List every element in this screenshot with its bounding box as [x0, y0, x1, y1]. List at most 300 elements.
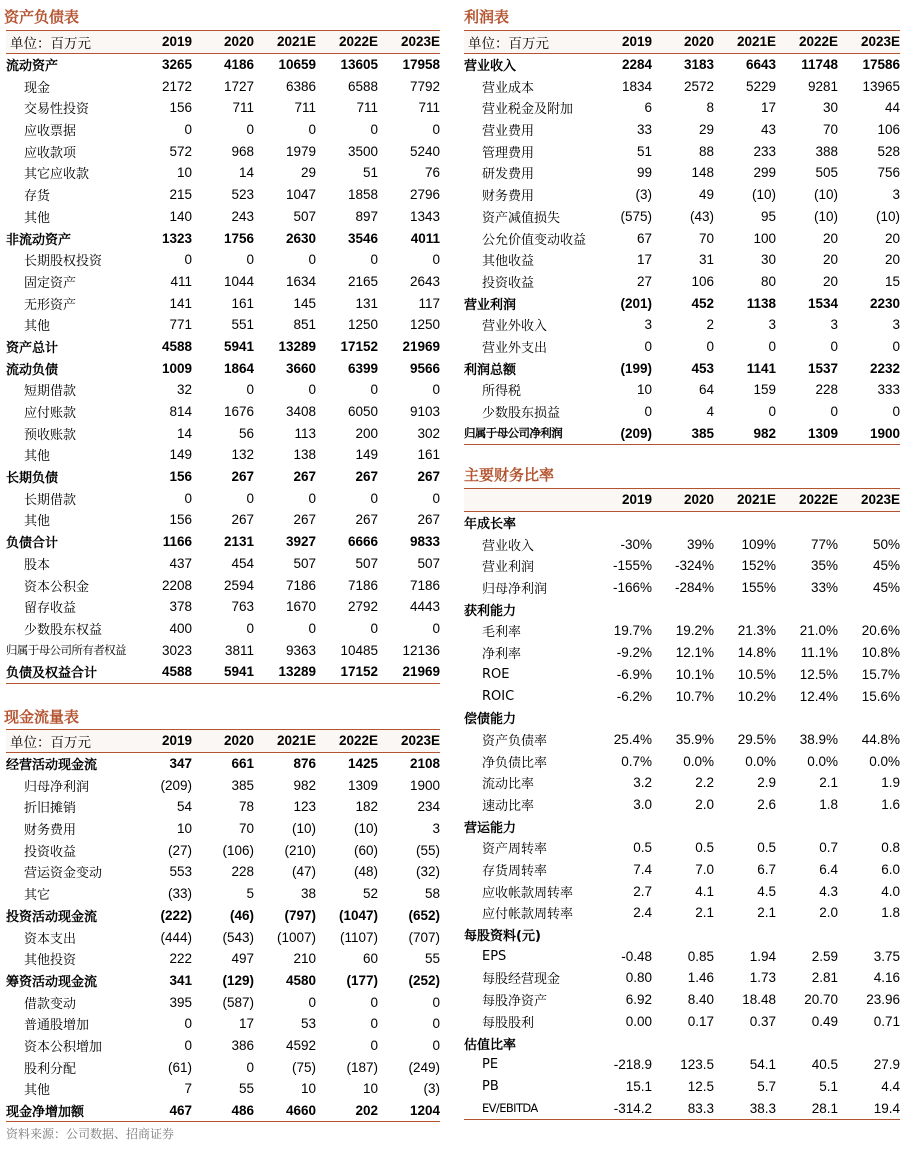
- cell-value: 13289: [254, 661, 316, 683]
- table-row: [6, 184, 440, 206]
- cell-value: 4660: [254, 1100, 316, 1122]
- table-row: [464, 598, 900, 620]
- row-label: 负债合计: [6, 536, 59, 552]
- cell-value: 40.5: [811, 1057, 838, 1073]
- cell-value: 11.1%: [800, 645, 838, 661]
- cell-value: 15.7%: [861, 666, 900, 682]
- cell-value: 14: [238, 165, 254, 181]
- cell-value: 0: [432, 252, 440, 268]
- year-header: 2019: [130, 31, 192, 54]
- cell-value: 507: [355, 555, 378, 571]
- cell-value: 141: [169, 295, 192, 311]
- cell-value: 5.7: [757, 1078, 776, 1094]
- header-row: [6, 730, 440, 753]
- table-row: [6, 1078, 440, 1100]
- row-label: 营运资金变动: [24, 866, 103, 882]
- unit-label: [464, 489, 590, 512]
- table-row: [464, 620, 900, 642]
- cell-value: 39%: [686, 536, 714, 552]
- cell-value: 17152: [340, 338, 378, 354]
- row-label: PB: [482, 1078, 499, 1094]
- table-row: [464, 945, 900, 967]
- year-header: 2021E: [254, 730, 316, 753]
- cell-value: 2.0: [695, 796, 714, 812]
- cell-value: 1534: [807, 295, 838, 311]
- cell-value: 756: [877, 165, 900, 181]
- cell-value: (75): [291, 1059, 316, 1075]
- cell-value: 3927: [285, 534, 316, 550]
- cell-value: 497: [231, 951, 254, 967]
- cell-value: 1204: [378, 1100, 440, 1122]
- cell-value: 5229: [745, 78, 776, 94]
- table-row: [6, 574, 440, 596]
- cell-value: (3): [635, 187, 652, 203]
- row-label: 长期股权投资: [24, 254, 103, 270]
- ratios-table: [464, 488, 900, 1120]
- cell-value: 58: [424, 886, 440, 902]
- cell-value: 528: [877, 143, 900, 159]
- table-row: [464, 511, 900, 533]
- cell-value: 12136: [402, 642, 440, 658]
- table-row: [464, 729, 900, 751]
- cell-value: (707): [408, 929, 440, 945]
- cell-value: 80: [760, 273, 776, 289]
- cell-value: [590, 598, 652, 620]
- cell-value: 2572: [683, 78, 714, 94]
- cell-value: 347: [169, 756, 192, 772]
- table-row: [464, 206, 900, 228]
- table-row: [6, 206, 440, 228]
- table-row: [464, 53, 900, 75]
- cell-value: 453: [691, 360, 714, 376]
- row-label: 偿债能力: [464, 712, 517, 728]
- cell-value: 9363: [285, 642, 316, 658]
- table-row: [464, 379, 900, 401]
- table-row: [6, 509, 440, 531]
- row-label: 投资活动现金流: [6, 909, 98, 925]
- cell-value: (797): [284, 907, 316, 923]
- year-header: 2022E: [316, 730, 378, 753]
- row-label: 非流动资产: [6, 232, 72, 248]
- cell-value: 17: [636, 252, 652, 268]
- row-label: 股本: [24, 557, 51, 573]
- cell-value: 4.16: [873, 970, 900, 986]
- cell-value: 145: [293, 295, 316, 311]
- cell-value: 1.73: [749, 970, 776, 986]
- table-row: [464, 707, 900, 729]
- table-row: [6, 752, 440, 774]
- cell-value: 400: [169, 620, 192, 636]
- cell-value: 49: [698, 187, 714, 203]
- cell-value: (587): [222, 994, 254, 1010]
- cell-value: 54: [176, 799, 192, 815]
- cell-value: 0: [308, 490, 316, 506]
- cell-value: (575): [620, 208, 652, 224]
- year-header: 2021E: [714, 31, 776, 54]
- cell-value: 711: [294, 100, 316, 116]
- cell-value: (1007): [276, 929, 316, 945]
- cell-value: 0.5: [633, 840, 652, 856]
- cell-value: 156: [169, 100, 192, 116]
- cell-value: 0: [370, 490, 378, 506]
- cell-value: 0: [246, 382, 254, 398]
- cell-value: 2.6: [757, 796, 776, 812]
- cell-value: 0: [370, 1037, 378, 1053]
- year-header: 2023E: [838, 31, 900, 54]
- row-label: 资本公积增加: [24, 1039, 103, 1055]
- table-row: [464, 162, 900, 184]
- cell-value: 1009: [161, 360, 192, 376]
- cell-value: 0: [370, 122, 378, 138]
- cell-value: 6666: [347, 534, 378, 550]
- cell-value: 0: [370, 252, 378, 268]
- row-label: PE: [482, 1057, 499, 1073]
- cell-value: 6: [644, 100, 652, 116]
- cell-value: 452: [691, 295, 714, 311]
- cell-value: 138: [293, 447, 316, 463]
- cell-value: 52: [362, 886, 378, 902]
- cell-value: 1537: [807, 360, 838, 376]
- cell-value: 0: [644, 404, 652, 420]
- table-row: [464, 989, 900, 1011]
- row-label: 其他: [24, 449, 51, 465]
- cell-value: 132: [231, 447, 254, 463]
- row-label: 每股经营现金: [482, 972, 561, 988]
- balance-sheet-panel: [6, 30, 440, 684]
- table-row: [464, 1097, 900, 1119]
- row-label: 应付账款: [24, 406, 77, 422]
- table-row: [464, 837, 900, 859]
- cell-value: 0: [308, 122, 316, 138]
- cell-value: [776, 707, 838, 729]
- cell-value: 771: [169, 317, 192, 333]
- cell-value: 140: [169, 208, 192, 224]
- table-row: [464, 292, 900, 314]
- cell-value: 64: [698, 382, 714, 398]
- cell-value: [590, 815, 652, 837]
- cell-value: 4443: [409, 599, 440, 615]
- cell-value: 851: [293, 317, 316, 333]
- cell-value: 2630: [285, 230, 316, 246]
- cell-value: 333: [877, 382, 900, 398]
- cell-value: 78: [238, 799, 254, 815]
- cell-value: 4: [706, 404, 714, 420]
- row-label: 预收账款: [24, 427, 77, 443]
- table-row: [464, 642, 900, 664]
- cell-value: 0.17: [687, 1013, 714, 1029]
- cell-value: 1864: [223, 360, 254, 376]
- cell-value: [652, 598, 714, 620]
- cell-value: -30%: [620, 536, 652, 552]
- cell-value: 0: [830, 404, 838, 420]
- cell-value: 553: [169, 864, 192, 880]
- cell-value: 21.0%: [799, 623, 838, 639]
- cell-value: 3: [830, 317, 838, 333]
- row-label: 公允价值变动收益: [482, 232, 587, 248]
- cell-value: 0.8: [881, 840, 900, 856]
- year-header: 2023E: [378, 730, 440, 753]
- row-label: 其他: [24, 514, 51, 530]
- cell-value: (1107): [339, 929, 378, 945]
- table-row: [6, 1100, 440, 1122]
- cell-value: 1309: [776, 422, 838, 444]
- cell-value: (187): [346, 1059, 378, 1075]
- cell-value: 54.1: [749, 1057, 776, 1073]
- row-label: 财务费用: [24, 823, 77, 839]
- year-header: 2020: [192, 31, 254, 54]
- cell-value: 10: [176, 165, 192, 181]
- balance-sheet-title: 资产负债表: [4, 8, 80, 26]
- cell-value: 386: [231, 1037, 254, 1053]
- row-label: 普通股增加: [24, 1018, 90, 1034]
- cell-value: 4.1: [695, 883, 714, 899]
- cell-value: 56: [238, 425, 254, 441]
- cell-value: 2.59: [811, 948, 838, 964]
- cell-value: 28.1: [776, 1097, 838, 1119]
- cell-value: 0: [432, 994, 440, 1010]
- cell-value: 10.8%: [861, 645, 900, 661]
- cell-value: [590, 511, 652, 533]
- row-label: 长期借款: [24, 492, 77, 508]
- cell-value: 267: [355, 469, 378, 485]
- table-row: [464, 924, 900, 946]
- row-label: 现金净增加额: [6, 1100, 130, 1122]
- row-label: 营业外支出: [482, 340, 548, 356]
- row-label: 营运能力: [464, 820, 517, 836]
- row-label: EPS: [482, 948, 507, 964]
- cell-value: 2284: [621, 57, 652, 73]
- cell-value: 1900: [838, 422, 900, 444]
- cell-value: 44.8%: [861, 731, 900, 747]
- cell-value: 0.00: [625, 1013, 652, 1029]
- cell-value: 70: [822, 122, 838, 138]
- row-label: 营业利润: [482, 560, 535, 576]
- row-label: 其它: [24, 888, 51, 904]
- row-label: 少数股东权益: [24, 622, 103, 638]
- cell-value: 6050: [347, 404, 378, 420]
- cell-value: 131: [355, 295, 378, 311]
- cell-value: 10: [636, 382, 652, 398]
- row-label: EV/EBITDA: [464, 1097, 590, 1119]
- table-row: [464, 1076, 900, 1098]
- cell-value: 17: [760, 100, 776, 116]
- cell-value: 149: [355, 447, 378, 463]
- cell-value: 4011: [410, 230, 440, 246]
- table-row: [464, 577, 900, 599]
- year-header: 2022E: [316, 31, 378, 54]
- cell-value: (48): [353, 864, 378, 880]
- cell-value: 1.9: [881, 775, 900, 791]
- table-row: [464, 184, 900, 206]
- cell-value: 0.49: [811, 1013, 838, 1029]
- table-row: [464, 357, 900, 379]
- cell-value: (33): [167, 886, 192, 902]
- cell-value: 6.7: [757, 862, 776, 878]
- cell-value: 267: [417, 469, 440, 485]
- cell-value: 0: [370, 620, 378, 636]
- row-label: 资产减值损失: [482, 210, 561, 226]
- cell-value: 1.46: [687, 970, 714, 986]
- cell-value: 0: [892, 404, 900, 420]
- cell-value: 0: [246, 1059, 254, 1075]
- table-row: [6, 271, 440, 293]
- cell-value: 0: [370, 382, 378, 398]
- table-row: [464, 1054, 900, 1076]
- table-row: [6, 422, 440, 444]
- cell-value: (46): [229, 907, 254, 923]
- cell-value: -218.9: [613, 1057, 652, 1073]
- cell-value: (106): [222, 842, 254, 858]
- cell-value: 29.5%: [737, 731, 776, 747]
- cell-value: 1250: [409, 317, 440, 333]
- table-row: [6, 140, 440, 162]
- table-row: [464, 97, 900, 119]
- cell-value: (32): [415, 864, 440, 880]
- year-header: 2022E: [776, 489, 838, 512]
- cell-value: 15.6%: [861, 688, 900, 704]
- cell-value: 2.81: [811, 970, 838, 986]
- cell-value: 70: [698, 230, 714, 246]
- row-label: 负债及权益合计: [6, 661, 130, 683]
- cell-value: (3): [423, 1081, 440, 1097]
- cell-value: 0.0%: [683, 753, 714, 769]
- cell-value: [652, 924, 714, 946]
- cell-value: 99: [636, 165, 652, 181]
- cell-value: [838, 924, 900, 946]
- cell-value: (43): [689, 208, 714, 224]
- cell-value: 0: [432, 122, 440, 138]
- cell-value: 12.5: [687, 1078, 714, 1094]
- row-label: 存货周转率: [482, 864, 548, 880]
- cell-value: 3: [892, 317, 900, 333]
- row-label: 投资收益: [482, 275, 535, 291]
- cell-value: (47): [291, 864, 316, 880]
- cell-value: 2.1: [757, 905, 776, 921]
- row-label: 长期负债: [6, 471, 59, 487]
- source-note: 资料来源：公司数据、招商证券: [6, 1127, 175, 1141]
- row-label: 营业收入: [482, 538, 535, 554]
- cell-value: 0: [184, 252, 192, 268]
- cell-value: 7.4: [633, 862, 652, 878]
- unit-label: 单位：百万元: [6, 31, 130, 54]
- cell-value: [714, 1032, 776, 1054]
- row-label: 应付帐款周转率: [482, 907, 574, 923]
- cell-value: 20: [822, 230, 838, 246]
- table-row: [464, 401, 900, 423]
- cell-value: 2.4: [633, 905, 652, 921]
- cell-value: 267: [293, 469, 316, 485]
- cell-value: -0.48: [621, 948, 652, 964]
- cell-value: (199): [620, 360, 652, 376]
- cell-value: 215: [169, 187, 192, 203]
- cell-value: 2108: [409, 756, 440, 772]
- cell-value: 55: [238, 1081, 254, 1097]
- cell-value: 123: [293, 799, 316, 815]
- cell-value: 243: [231, 208, 254, 224]
- row-label: 其它应收款: [24, 167, 90, 183]
- cell-value: 2131: [223, 534, 254, 550]
- cell-value: [590, 1032, 652, 1054]
- cell-value: 3.75: [873, 948, 900, 964]
- cell-value: 0.7%: [621, 753, 652, 769]
- cell-value: 4592: [285, 1037, 316, 1053]
- cell-value: 233: [753, 143, 776, 159]
- cell-value: 302: [417, 425, 440, 441]
- cell-value: (10): [751, 187, 776, 203]
- table-row: [464, 794, 900, 816]
- cell-value: 3: [892, 187, 900, 203]
- cell-value: 378: [169, 599, 192, 615]
- row-label: 资本公积金: [24, 579, 90, 595]
- table-row: [6, 162, 440, 184]
- cell-value: 2643: [409, 273, 440, 289]
- cell-value: 7186: [409, 577, 440, 593]
- cell-value: 267: [293, 512, 316, 528]
- cell-value: 23.96: [866, 992, 900, 1008]
- cell-value: 0: [308, 620, 316, 636]
- cell-value: 1834: [621, 78, 652, 94]
- cell-value: (10): [813, 208, 838, 224]
- table-row: [464, 880, 900, 902]
- cell-value: 3: [768, 317, 776, 333]
- row-label: 其他: [24, 319, 51, 335]
- row-label: 管理费用: [482, 145, 535, 161]
- cashflow-title: 现金流量表: [4, 708, 80, 726]
- cell-value: 5: [246, 886, 254, 902]
- header-row: [464, 31, 900, 54]
- year-header: 2023E: [378, 31, 440, 54]
- cell-value: 10: [176, 821, 192, 837]
- cell-value: (55): [415, 842, 440, 858]
- cell-value: 5240: [409, 143, 440, 159]
- cell-value: -314.2: [590, 1097, 652, 1119]
- table-row: [464, 1011, 900, 1033]
- cell-value: (222): [160, 907, 192, 923]
- cell-value: 10.1%: [675, 666, 714, 682]
- cell-value: (1047): [338, 907, 378, 923]
- cell-value: 18.48: [742, 992, 776, 1008]
- cell-value: 3: [432, 821, 440, 837]
- year-header: 2021E: [714, 489, 776, 512]
- cell-value: 15: [884, 273, 900, 289]
- cell-value: [838, 1032, 900, 1054]
- cell-value: 437: [169, 555, 192, 571]
- cell-value: 3265: [161, 57, 192, 73]
- table-row: [464, 271, 900, 293]
- cell-value: [714, 598, 776, 620]
- table-row: [464, 533, 900, 555]
- row-label: 应收款项: [24, 145, 77, 161]
- cell-value: 0: [308, 252, 316, 268]
- cell-value: 0: [706, 338, 714, 354]
- cell-value: 7: [184, 1081, 192, 1097]
- cell-value: 661: [231, 756, 254, 772]
- table-row: [464, 249, 900, 271]
- table-row: [6, 53, 440, 75]
- cell-value: 551: [231, 317, 254, 333]
- cell-value: 0: [370, 994, 378, 1010]
- cell-value: 1138: [746, 295, 776, 311]
- cell-value: 17: [238, 1016, 254, 1032]
- cell-value: 876: [293, 756, 316, 772]
- cell-value: 1.6: [881, 796, 900, 812]
- table-row: [6, 487, 440, 509]
- year-header: 2019: [590, 31, 652, 54]
- cell-value: 20: [822, 273, 838, 289]
- cell-value: 3.2: [633, 775, 652, 791]
- cell-value: 32: [176, 382, 192, 398]
- cell-value: 3500: [347, 143, 378, 159]
